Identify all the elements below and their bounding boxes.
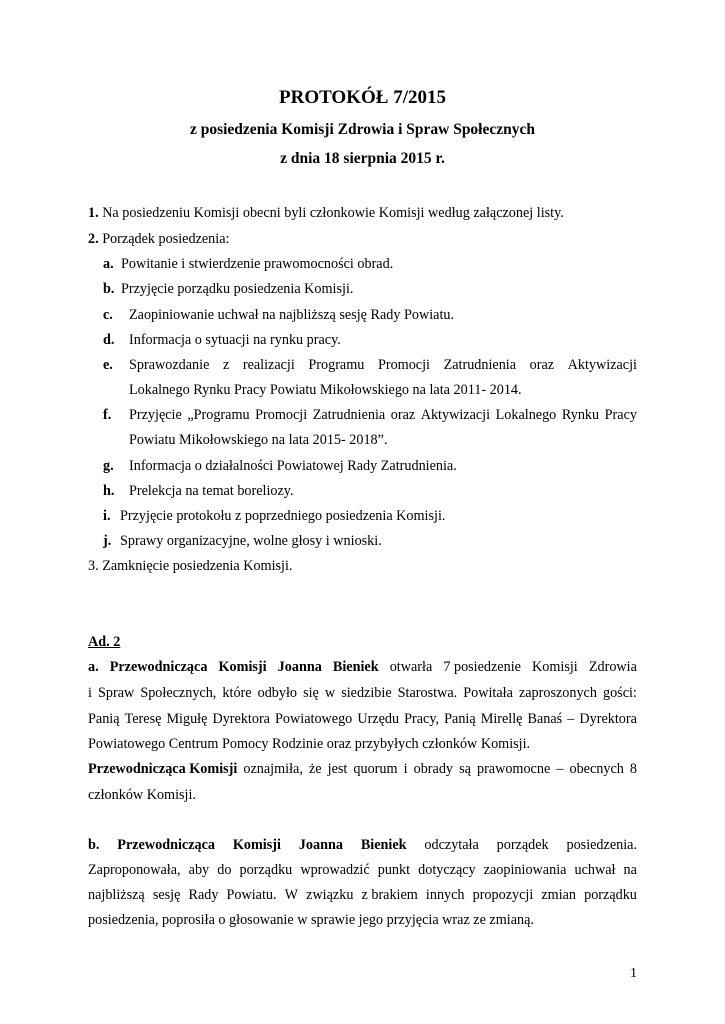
agenda-item-label: g. (103, 458, 114, 474)
agenda-item-text: Prelekcja na temat boreliozy. (129, 483, 294, 499)
word: Lokalnego (495, 407, 557, 423)
word: propozycji (472, 887, 534, 903)
ad-2-a-line (88, 658, 637, 676)
word: Społecznych, (140, 685, 217, 701)
word: Przyjęcie (129, 407, 182, 423)
word: innych (425, 887, 465, 903)
agenda-item-text: Informacja o działalności Powiatowej Rady Zatrudnienia. (129, 458, 457, 474)
word: oraz (529, 357, 555, 373)
word: do (217, 862, 232, 878)
agenda-item-text-line (129, 356, 637, 374)
agenda-item-label: c. (103, 307, 113, 323)
word: „Programu (187, 407, 250, 423)
word: Powiatu. (226, 887, 277, 903)
word: i (88, 685, 92, 701)
word: Panią (88, 711, 120, 727)
word: Panią (444, 711, 476, 727)
agenda-item-text-line: Powiatu Mikołowskiego na lata 2015- 2018”. (129, 432, 388, 448)
word: porządek (496, 837, 549, 853)
word: 8 (629, 761, 637, 777)
agenda-item-text: Powitanie i stwierdzenie prawomocności obrad. (121, 256, 394, 272)
agenda-item-text: Przyjęcie porządku posiedzenia Komisji. (121, 281, 354, 297)
word: się (303, 685, 319, 701)
word: Aktywizacji (567, 357, 637, 373)
agenda-item-label: j. (103, 533, 112, 549)
section-1-text: Na posiedzeniu Komisji obecni byli członkowie Komisji według załączonej listy. (102, 205, 564, 221)
word: że (308, 761, 322, 777)
word: porządku (584, 887, 637, 903)
agenda-item-text: Informacja o sytuacji na rynku pracy. (129, 332, 341, 348)
word: Komisji (232, 837, 281, 853)
ad-2-heading: Ad. 2 (88, 634, 121, 650)
word: oznajmiła, (243, 761, 303, 777)
word: odczytała (424, 837, 479, 853)
ad-2-a-label: a. (88, 659, 99, 675)
word: Promocji (377, 357, 430, 373)
section-1-number: 1. (88, 205, 99, 221)
word: Promocji (255, 407, 308, 423)
word: Komisji (532, 659, 578, 675)
ad-2-a-line: Powiatowego Centrum Pomocy Rodzinie oraz przybyłych członków Komisji. (88, 736, 531, 752)
word: Zatrudnienia (443, 357, 517, 373)
agenda-item-label: f. (103, 407, 112, 423)
agenda-item-label: a. (103, 256, 114, 272)
page-number: 1 (630, 966, 637, 981)
section-2-text: Porządek posiedzenia: (102, 231, 230, 247)
word: Pracy (604, 407, 637, 423)
word: obecnych (569, 761, 624, 777)
word: dotyczący (418, 862, 476, 878)
section-2 (88, 230, 229, 248)
word: Sprawozdanie (129, 357, 210, 373)
word: Powitała (463, 685, 513, 701)
agenda-item-label: b. (103, 281, 115, 297)
word: oraz (390, 407, 416, 423)
word: i (403, 761, 408, 777)
word: – (567, 711, 575, 727)
word: posiedzenia. (566, 837, 637, 853)
word: prawomocne (476, 761, 551, 777)
section-2-number: 2. (88, 231, 99, 247)
protocol-date: z dnia 18 sierpnia 2015 r. (280, 150, 445, 167)
protocol-subtitle: z posiedzenia Komisji Zdrowia i Spraw Społecznych (189, 121, 536, 138)
ad-2-a-line (88, 710, 637, 728)
word: zaproszonych (518, 685, 597, 701)
word: są (459, 761, 471, 777)
word: Zdrowia (588, 659, 637, 675)
word: porządku (239, 862, 293, 878)
word: Pracy, (404, 711, 440, 727)
word: realizacji (242, 357, 295, 373)
word: aby (188, 862, 210, 878)
word: Zaproponowała, (88, 862, 181, 878)
word: obrady (413, 761, 454, 777)
agenda-item-text: Zaopiniowanie uchwał na najbliższą sesję Rady Powiatu. (129, 307, 455, 323)
agenda-item-label: d. (103, 332, 115, 348)
agenda-item-text-line (129, 406, 637, 424)
word: odbyło (257, 685, 298, 701)
word: z brakiem (361, 887, 418, 903)
word: otwarła (389, 659, 433, 675)
agenda-item-text-line: Lokalnego Rynku Pracy Powiatu Mikołowskiego na lata 2011- 2014. (129, 382, 522, 398)
word: Migułę (166, 711, 208, 727)
ad-2-b-line: posiedzenia, poprosiła o głosowanie w sprawie jego przyjęcia wraz ze zmianą. (88, 912, 534, 928)
word: z (222, 357, 230, 373)
word: Starostwa. (397, 685, 458, 701)
agenda-item-label: e. (103, 357, 113, 373)
word: punkt (377, 862, 411, 878)
word: na (623, 862, 637, 878)
word: Joanna (298, 837, 343, 853)
agenda-item-label: i. (103, 508, 111, 524)
word: sesję (152, 887, 181, 903)
ad-2-a-line (88, 760, 637, 778)
word: siedzibie (341, 685, 392, 701)
word: Aktywizacji (420, 407, 491, 423)
word: jest (327, 761, 348, 777)
word: Przewodnicząca Komisji (88, 761, 238, 777)
word: 7 posiedzenie (443, 659, 521, 675)
section-3: 3. Zamknięcie posiedzenia Komisji. (88, 558, 293, 574)
ad-2-b-line (88, 886, 637, 904)
word: W (284, 887, 299, 903)
agenda-item-text: Przyjęcie protokołu z poprzedniego posiedzenia Komisji. (120, 508, 446, 524)
word: Rynku (561, 407, 600, 423)
word: związku (306, 887, 354, 903)
word: Bieniek (360, 837, 407, 853)
ad-2-b-line (88, 836, 637, 854)
word: Przewodnicząca (109, 659, 208, 675)
word: Przewodnicząca (117, 837, 215, 853)
agenda-item-label: h. (103, 483, 115, 499)
word: Mirellę (480, 711, 523, 727)
word: Spraw (98, 685, 135, 701)
ad-2-b-label: b. (88, 837, 100, 853)
word: – (556, 761, 564, 777)
word: Bieniek (332, 659, 379, 675)
word: zaopiniowania (483, 862, 567, 878)
agenda-item-text: Sprawy organizacyjne, wolne głosy i wnioski. (120, 533, 382, 549)
protocol-title: PROTOKÓŁ 7/2015 (279, 87, 446, 108)
word: Dyrektora (212, 711, 270, 727)
word: Joanna (277, 659, 322, 675)
word: Powiatowego (275, 711, 353, 727)
word: quorum (353, 761, 398, 777)
word: Urzędu (357, 711, 400, 727)
section-1 (88, 204, 564, 222)
word: Teresę (124, 711, 162, 727)
word: w (324, 685, 336, 701)
word: Zatrudnienia (312, 407, 386, 423)
ad-2-a-line: członków Komisji. (88, 787, 196, 803)
word: Dyrektora (579, 711, 637, 727)
word: Programu (308, 357, 365, 373)
word: najbliższą (88, 887, 145, 903)
word: które (222, 685, 252, 701)
word: Rady (188, 887, 219, 903)
word: Komisji (218, 659, 267, 675)
ad-2-a-line (88, 684, 637, 702)
word: Banaś (527, 711, 563, 727)
word: gości: (602, 685, 637, 701)
word: wprowadzić (300, 862, 370, 878)
word: zmian (541, 887, 577, 903)
word: uchwał (574, 862, 616, 878)
ad-2-b-line (88, 861, 637, 879)
